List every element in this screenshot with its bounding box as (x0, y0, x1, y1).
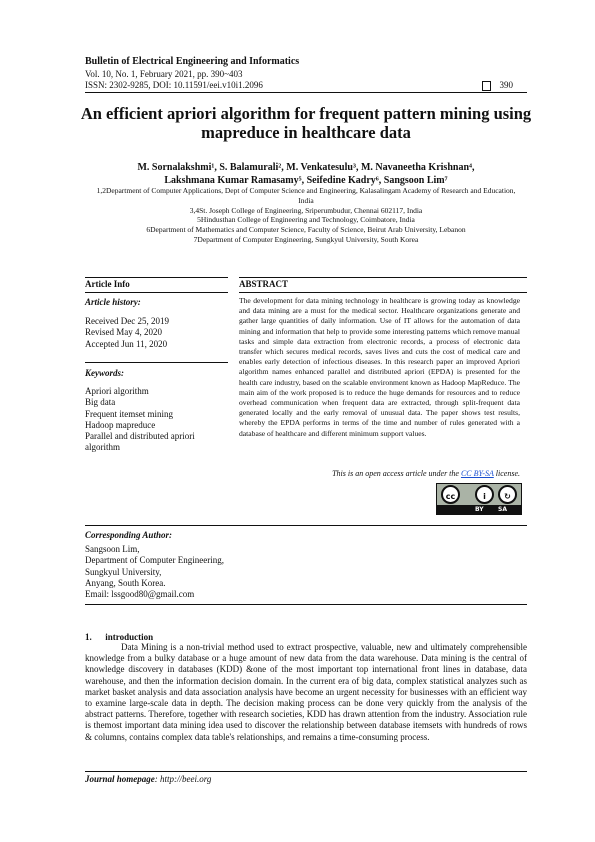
affiliations (90, 186, 522, 245)
badge-sa-label: SA (498, 506, 507, 513)
cc-license-badge[interactable] (436, 483, 522, 515)
issn-doi: ISSN: 2302-9285, DOI: 10.11591/eei.v10i1.2096 (85, 80, 263, 90)
abstract-top-rule (239, 277, 527, 278)
introduction-paragraph: Data Mining is a non-trivial method used to extract prospective, valuable, new and ultimately comprehensible knowledge from a bulky database or a huge amount of new data from the data warehouse. Data mining is the central of knowledge discovery in databases (KDD) &one of the most important top international front lines in database, data warehouse, and then the information decision domain. In the current era of big data, complex statistical analyzes such as market basket analysis and data association analysis have become an urgent necessity for businesses with an efficient way to examine large-scale data in depth. The decision making process can be done very quickly from the analysis of the abstract patterns. Therefore, together with research societies, KDD has drawn attention from the industry. Association rule is themost important data mining idea used to discover the relationship between database itemsets with hundreds of rows & columns, contains complex data table's relationships, and remains a time-consuming process. (85, 642, 527, 742)
homepage-url[interactable]: : http://beei.org (154, 774, 212, 784)
abstract-rule (239, 292, 527, 293)
affiliation-4: 6Department of Mathematics and Computer Science, Faculty of Science, Beirut Arab University, Lebanon (146, 225, 466, 235)
accepted-date: Accepted Jun 11, 2020 (85, 338, 168, 349)
corresponding-author (85, 544, 385, 600)
revised-date: Revised May 4, 2020 (85, 327, 162, 338)
authors-line-2: Lakshmana Kumar Ramasamy⁵, Seifedine Kadry⁶, Sangsoon Lim⁷ (164, 174, 448, 186)
received-date: Received Dec 25, 2019 (85, 316, 169, 326)
open-access-suffix: license. (493, 469, 520, 478)
badge-by-label: BY (475, 506, 484, 513)
attribution-icon: i (475, 485, 494, 504)
corresponding-email: Email: lssgood80@gmail.com (85, 589, 195, 600)
corresponding-department: Department of Computer Engineering, (85, 555, 224, 566)
authors (70, 162, 542, 187)
article-history-label: Article history: (85, 297, 141, 307)
authors-line-1: M. Sornalakshmi¹, S. Balamurali², M. Venkatesulu³, M. Navaneetha Krishnan⁴, (137, 162, 475, 173)
journal-homepage (85, 774, 211, 784)
cc-icon: cc (441, 485, 460, 504)
abstract-heading: ABSTRACT (239, 279, 289, 289)
page-icon (482, 81, 491, 91)
corresponding-name: Sangsoon Lim, (85, 544, 140, 554)
keyword: Hadoop mapreduce (85, 419, 156, 430)
paper-title: An efficient apriori algorithm for frequent pattern mining using mapreduce in healthcare data (80, 104, 532, 142)
affiliation-2: 3,4St. Joseph College of Engineering, Sriperumbudur, Chennai 602117, India (189, 205, 423, 215)
corresponding-university: Sungkyul University, (85, 566, 162, 577)
keywords-label: Keywords: (85, 368, 124, 378)
affiliation-5: 7Department of Computer Engineering, Sungkyul University, South Korea (193, 234, 419, 244)
keyword: Apriori algorithm (85, 386, 149, 396)
corresponding-bottom-rule (85, 604, 527, 605)
corresponding-label: Corresponding Author: (85, 530, 172, 540)
keywords-list (85, 386, 228, 454)
corresponding-top-rule (85, 525, 527, 526)
keywords-rule (85, 362, 228, 363)
keyword: Parallel and distributed apriori algorithm (85, 431, 195, 453)
corresponding-location: Anyang, South Korea. (85, 577, 166, 588)
affiliation-3: 5Hindusthan College of Engineering and Technology, Coimbatore, India (197, 215, 415, 225)
article-info-rule (85, 292, 228, 293)
page-number: 390 (499, 80, 513, 90)
keyword: Frequent itemset mining (85, 408, 173, 419)
share-alike-icon: ↻ (498, 485, 517, 504)
homepage-label: Journal homepage (85, 774, 155, 784)
affiliation-1: 1,2Department of Computer Applications, Dept of Computer Science and Engineering, Kalasalingam Academy of Research and Education, India (96, 186, 516, 205)
journal-name: Bulletin of Electrical Engineering and Informatics (85, 56, 300, 67)
article-info-heading: Article Info (85, 279, 130, 289)
keyword: Big data (85, 397, 116, 408)
header-rule (85, 92, 527, 93)
footer-rule (85, 771, 527, 772)
article-info-top-rule (85, 277, 228, 278)
open-access-statement (239, 469, 520, 478)
introduction-text (85, 642, 527, 743)
section-heading: 1. introduction (85, 632, 154, 642)
article-history (85, 316, 228, 350)
license-link[interactable]: CC BY-SA (460, 469, 494, 478)
abstract-text: The development for data mining technology in healthcare is growing today as knowledge and data mining are a must for the medical sector. Healthcare organizations generate and gather large quantities of daily information. Use of IT allows for the automation of data mining and information that help to provide some interesting patterns which remove manual tasks and simple data extraction from electronic records, a process of electronic data transfer which secures medical records, saves lives and cuts the cost of medical care and enables early detection of infectious diseases. In this research paper an improved Apriori algorithm names enhanced parallel and distributed apriori (EPDA) is presented for the health care industry, based on the scalable environment known as Hadoop MapReduce. The main aim of the work proposed is to reduce the huge demands for resources and to reduce overhead communication when frequent data are extracted, through split-frequent data generated locally and the early removal of unusual data. The paper shows test results, whereby the EPDA performs in terms of the time and number of rules generated with a database of healthcare and different minimum support values. (239, 296, 520, 438)
volume-info: Vol. 10, No. 1, February 2021, pp. 390~403 (85, 69, 243, 79)
open-access-prefix: This is an open access article under the (332, 469, 461, 478)
